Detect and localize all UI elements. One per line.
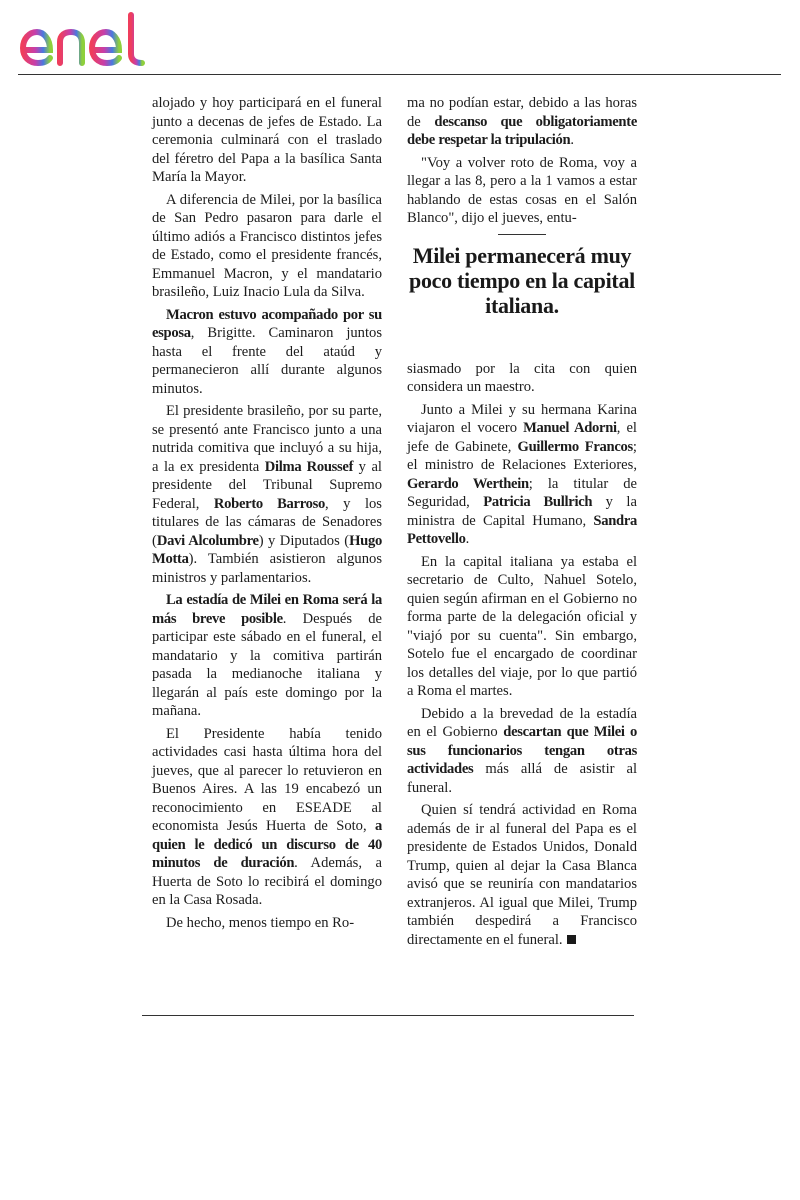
article-paragraph <box>407 154 637 228</box>
article-paragraph <box>407 360 637 397</box>
bold-text: Guillermo Francos <box>517 438 633 455</box>
enel-logo <box>18 10 170 68</box>
text-run: "Voy a volver roto de Roma, voy a llegar a las 8, pero a la 1 vamos a estar hablando de estas cosas en el Salón Blanco", dijo el jueves, entu- <box>407 154 637 226</box>
article-paragraph <box>152 914 382 933</box>
text-run: ma no podían estar, debido a las horas de <box>407 95 637 130</box>
text-run: y la ministra de Capital Humano, <box>407 494 637 529</box>
text-run: Debido a la brevedad de la estadía en el Gobierno <box>407 705 637 740</box>
bold-text: Manuel Adorni <box>523 420 617 436</box>
text-run: ; la titular de Seguridad, <box>407 475 637 510</box>
pullquote-rule <box>498 234 546 235</box>
bold-text: Dilma Roussef <box>264 458 354 475</box>
text-run: ). También asistieron algunos ministros y parlamentarios. <box>152 551 382 586</box>
bold-text: Davi Alcolumbre <box>156 532 259 549</box>
article-paragraph <box>152 94 382 187</box>
article-paragraph <box>152 725 382 910</box>
bold-text: descanso que obligatoriamente debe respetar la tripulación <box>407 113 637 148</box>
article-paragraph <box>152 191 382 302</box>
text-run: . <box>570 132 574 148</box>
right-column-bottom <box>407 360 637 950</box>
text-run: y al presidente del Tribunal Supremo Federal, <box>152 458 382 512</box>
pullquote: Milei permanecerá muy poco tiempo en la capital italiana. <box>409 242 635 318</box>
text-run: , el jefe de Gabinete, <box>407 420 637 455</box>
text-run: ) y Diputados ( <box>258 532 350 549</box>
text-run: ; el ministro de Relaciones Exteriores, <box>407 438 637 473</box>
bold-text: Macron estuvo acompañado por su esposa <box>152 306 382 341</box>
text-run: El Presidente había tenido actividades casi hasta última hora del jueves, que al parecer lo retuvieron en Buenos Aires. A las 19 encabezó un reconocimiento en ESEADE al economista Jesús Huerta de Soto, <box>152 725 382 834</box>
bold-text: a quien le dedicó un discurso de 40 minutos de duración <box>152 818 382 871</box>
header-rule <box>18 74 781 75</box>
footer-rule <box>142 1015 634 1016</box>
bold-text: Gerardo Werthein <box>407 475 529 492</box>
text-run: . <box>465 531 470 547</box>
bold-text: La estadía de Milei en Roma será la más breve posible <box>152 592 382 627</box>
text-run: Quien sí tendrá actividad en Roma además de ir al funeral del Papa es el presidente de Estados Unidos, Donald Trump, quien al dejar la Casa Blanca avisó que se reuniría con mandatarios extranjeros. Al igual que Milei, Trump también despedirá a Francisco directamente en el funeral. <box>407 802 637 948</box>
bold-text: descartan que Milei o sus funcionarios tengan otras actividades <box>407 724 637 777</box>
text-run: A diferencia de Milei, por la basílica de San Pedro pasaron para darle el último adiós a Francisco distintos jefes de Estado, como el presidente francés, Emmanuel Macron, y el mandatario brasileño, Luiz Inacio Lula da Silva. <box>152 191 382 300</box>
bold-text: Sandra Pettovello <box>407 512 637 547</box>
text-run: Junto a Milei y su hermana Karina viajaron el vocero <box>407 401 637 436</box>
article-paragraph <box>407 401 637 549</box>
text-run: , y los titulares de las cámaras de Senadores ( <box>152 495 382 549</box>
text-run: En la capital italiana ya estaba el secretario de Culto, Nahuel Sotelo, quien según afirman en el Gobierno no forma parte de la delegación oficial y "viajó por su cuenta". Sin embargo, Sotelo fue el encargado de coordinar los detalles del viaje, por lo que partió a Roma el martes. <box>407 553 637 699</box>
text-run: alojado y hoy participará en el funeral junto a decenas de jefes de Estado. La ceremonia culminará con el traslado del féretro del Papa a la basílica Santa María la Mayor. <box>152 95 382 185</box>
article-paragraph <box>407 705 637 798</box>
text-run: siasmado por la cita con quien considera un maestro. <box>407 360 637 395</box>
text-run: , Brigitte. Caminaron juntos hasta el frente del ataúd y permanecieron allí durante algunos minutos. <box>152 325 382 397</box>
text-run: . Además, a Huerta de Soto lo recibirá el domingo en la Casa Rosada. <box>152 855 382 908</box>
end-of-article-mark <box>567 935 576 944</box>
article-paragraph <box>152 402 382 587</box>
article-column-right <box>407 94 637 953</box>
article-paragraph <box>152 591 382 721</box>
text-run: más allá de asistir al funeral. <box>407 761 637 796</box>
right-column-top <box>407 94 637 228</box>
bold-text: Roberto Barroso <box>213 495 325 512</box>
article-paragraph <box>407 94 637 150</box>
article-paragraph <box>152 306 382 399</box>
bold-text: Patricia Bullrich <box>483 494 593 510</box>
article-paragraph <box>407 801 637 949</box>
text-run: De hecho, menos tiempo en Ro- <box>166 914 355 931</box>
text-run: . Después de participar este sábado en el funeral, el mandatario y la comitiva partirán pasada la medianoche italiana y llegarán al país este domingo por la mañana. <box>152 610 382 719</box>
text-run: El presidente brasileño, por su parte, se presentó ante Francisco junto a una nutrida comitiva que incluyó a su hija, a la ex presidenta <box>152 403 382 475</box>
article-column-left <box>152 94 382 936</box>
bold-text: Hugo Motta <box>152 532 382 567</box>
article-paragraph <box>407 553 637 701</box>
